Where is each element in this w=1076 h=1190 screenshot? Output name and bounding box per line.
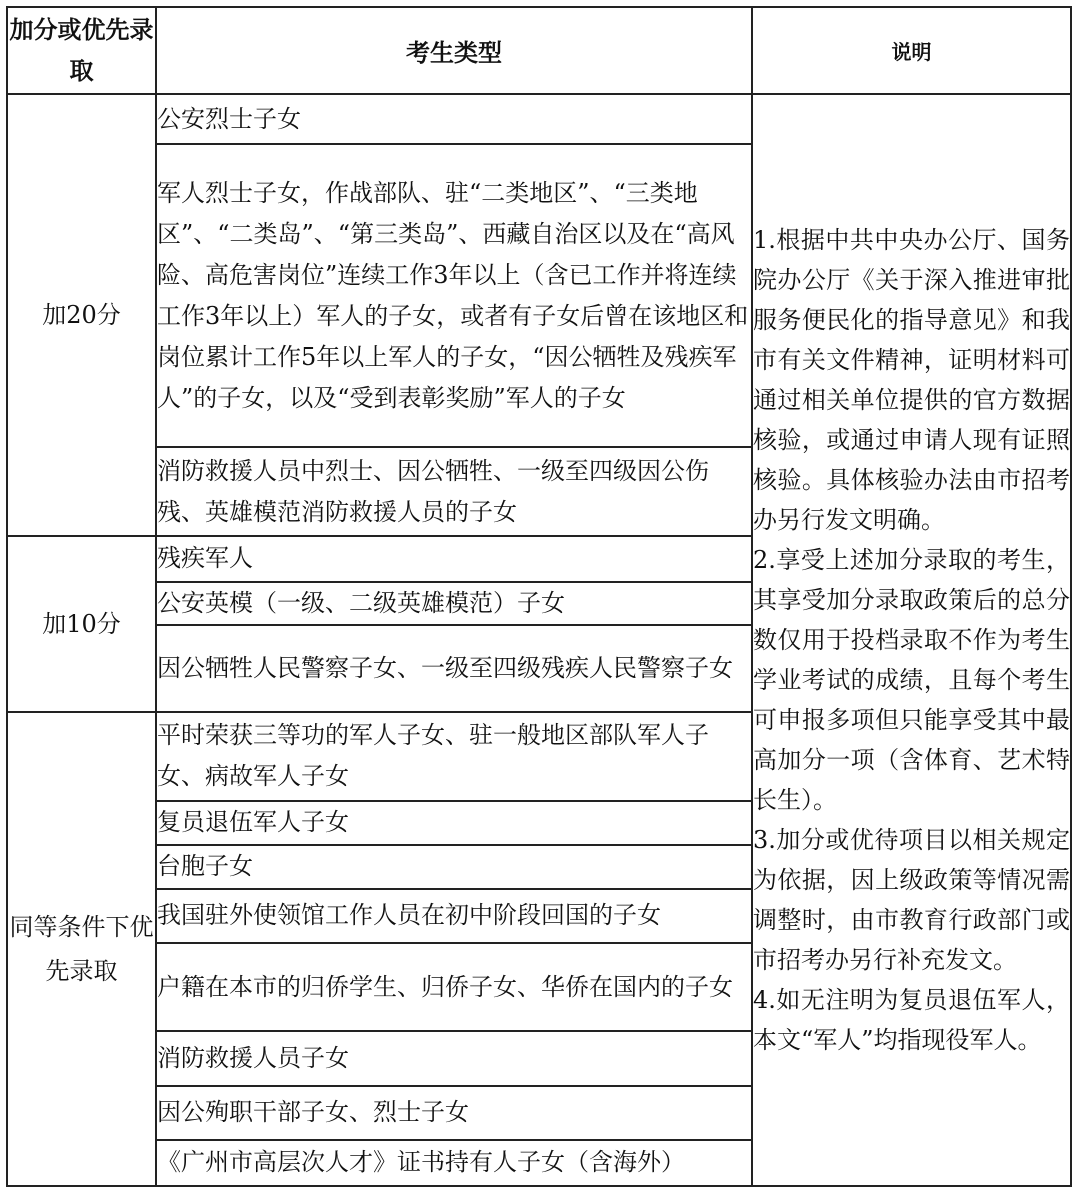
header-row — [7, 7, 1071, 94]
policy-table — [6, 6, 1072, 1187]
table-row — [7, 94, 1071, 144]
candidate-type-cell: 台胞子女 — [156, 845, 752, 889]
notes-cell — [752, 94, 1071, 1186]
candidate-type-cell: 公安烈士子女 — [156, 94, 752, 144]
note-4: 4.如无注明为复员退伍军人，本文“军人”均指现役军人。 — [753, 986, 1070, 1055]
header-notes: 说明 — [752, 7, 1071, 94]
header-candidate-type: 考生类型 — [156, 7, 752, 94]
candidate-type-cell: 《广州市高层次人才》证书持有人子女（含海外） — [156, 1140, 752, 1186]
candidate-type-cell: 因公牺牲人民警察子女、一级至四级残疾人民警察子女 — [156, 625, 752, 712]
candidate-type-cell: 残疾军人 — [156, 536, 752, 582]
candidate-type-cell: 消防救援人员中烈士、因公牺牲、一级至四级因公伤残、英雄模范消防救援人员的子女 — [156, 447, 752, 535]
candidate-type-cell: 消防救援人员子女 — [156, 1031, 752, 1085]
note-2: 2.享受上述加分录取的考生，其享受加分录取政策后的总分数仅用于投档录取不作为考生学业考试的成绩，且每个考生可申报多项但只能享受其中最高加分一项（含体育、艺术特长生）。 — [753, 546, 1070, 815]
candidate-type-cell: 公安英模（一级、二级英雄模范）子女 — [156, 582, 752, 625]
candidate-type-cell: 户籍在本市的归侨学生、归侨子女、华侨在国内的子女 — [156, 943, 752, 1031]
header-bonus-type: 加分或优先录取 — [7, 7, 156, 94]
category-priority: 同等条件下优先录取 — [7, 712, 156, 1186]
candidate-type-cell: 平时荣获三等功的军人子女、驻一般地区部队军人子女、病故军人子女 — [156, 712, 752, 800]
category-plus-20: 加20分 — [7, 94, 156, 535]
candidate-type-cell: 因公殉职干部子女、烈士子女 — [156, 1086, 752, 1140]
candidate-type-cell: 我国驻外使领馆工作人员在初中阶段回国的子女 — [156, 889, 752, 943]
candidate-type-cell: 复员退伍军人子女 — [156, 801, 752, 845]
category-plus-10: 加10分 — [7, 536, 156, 713]
note-3: 3.加分或优待项目以相关规定为依据，因上级政策等情况需调整时，由市教育行政部门或市招考办另行补充发文。 — [753, 826, 1070, 975]
candidate-type-cell: 军人烈士子女，作战部队、驻“二类地区”、“三类地区”、“二类岛”、“第三类岛”、西藏自治区以及在“高风险、高危害岗位”连续工作3年以上（含已工作并将连续工作3年以上）军人的子女，或者有子女后曾在该地区和岗位累计工作5年以上军人的子女，“因公牺牲及残疾军人”的子女，以及“受到表彰奖励”军人的子女 — [156, 144, 752, 447]
note-1: 1.根据中共中央办公厅、国务院办公厅《关于深入推进审批服务便民化的指导意见》和我市有关文件精神，证明材料可通过相关单位提供的官方数据核验，或通过申请人现有证照核验。具体核验办法由市招考办另行发文明确。 — [753, 226, 1070, 535]
